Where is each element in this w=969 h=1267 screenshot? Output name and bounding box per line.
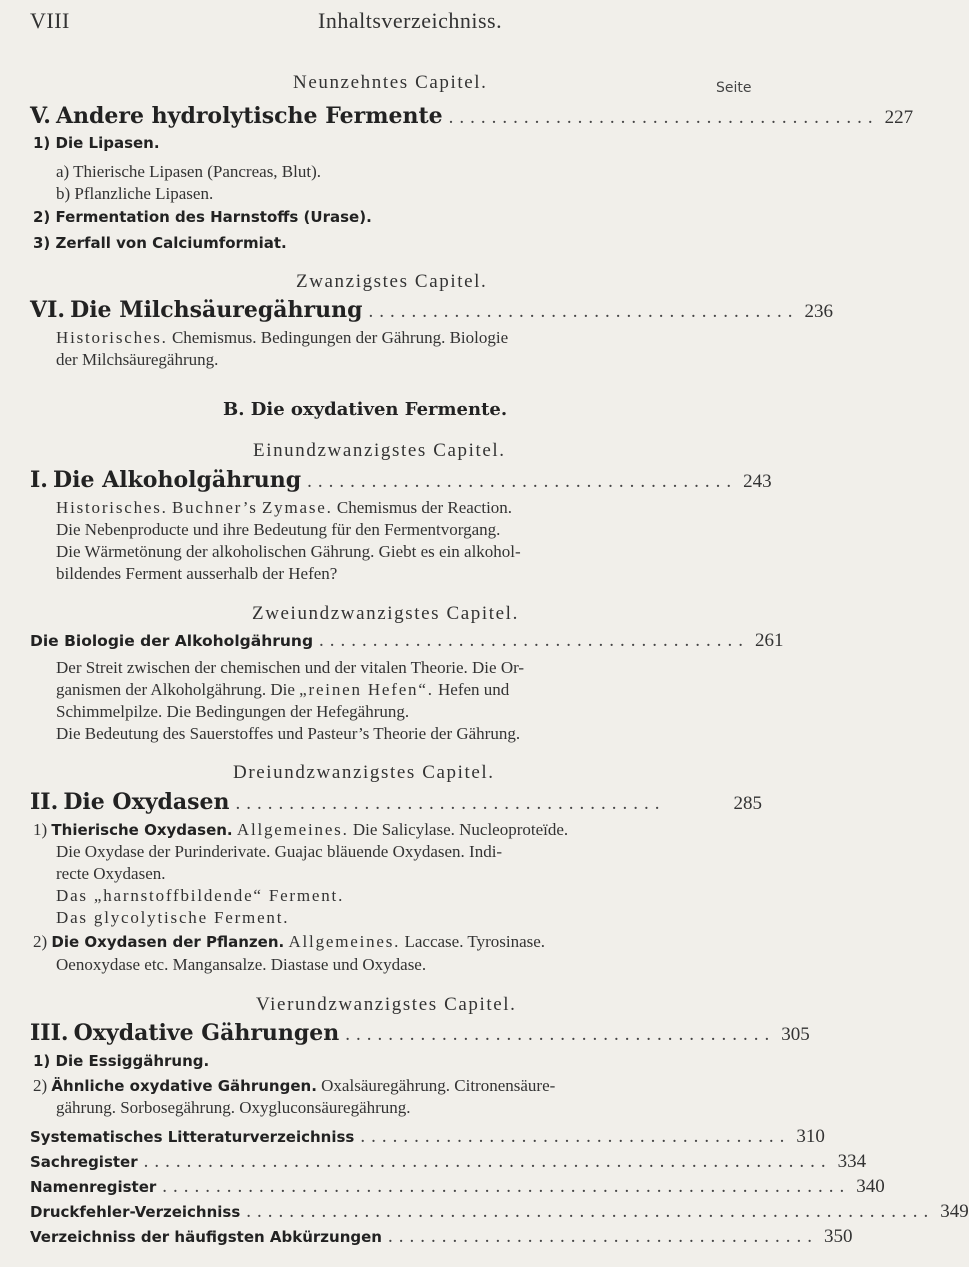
desc-line: recte Oxydasen. xyxy=(56,864,166,883)
page-ref: 349 xyxy=(940,1201,969,1222)
toc-entry-back-matter xyxy=(30,1126,825,1148)
desc-line: Die Wärmetönung der alkoholischen Gährung. Giebt es ein alkohol- xyxy=(56,542,521,561)
toc-entry-oxydative-gaehrungen: III. Oxydative Gährungen ........................................ 305 xyxy=(30,1020,810,1046)
dot-leader: ........................................ xyxy=(448,107,879,128)
dot-leader: ........................................ xyxy=(368,301,799,322)
page-ref: 310 xyxy=(796,1126,825,1147)
desc-line: Das glycolytische Ferment. xyxy=(56,908,290,927)
desc-line: ganismen der Alkoholgährung. Die „reinen Hefen“. Hefen und xyxy=(56,680,510,699)
item-oxydasen-pflanzen: 2) Die Oxydasen der Pflanzen. Allgemeines. Laccase. Tyrosinase. xyxy=(33,932,546,951)
toc-entry-alkoholgaehrung: I. Die Alkoholgährung ........................................ 243 xyxy=(30,467,772,493)
page-ref: 243 xyxy=(743,471,772,492)
desc-line: Die Nebenproducte und ihre Bedeutung für den Fermentvorgang. xyxy=(56,520,501,539)
running-title: Inhaltsverzeichniss. xyxy=(318,8,503,33)
dot-leader: ........................................ xyxy=(345,1024,776,1045)
section-title: Die Milchsäuregährung xyxy=(70,297,363,323)
section-title: Oxydative Gährungen xyxy=(73,1020,340,1046)
back-title: Verzeichniss der häufigsten Abkürzungen xyxy=(30,1228,382,1246)
section-title: Andere hydrolytische Fermente xyxy=(55,103,443,129)
chapter-heading-24: Vierundzwanzigstes Capitel. xyxy=(256,994,517,1015)
page-ref: 305 xyxy=(781,1024,810,1045)
back-title: Systematisches Litteraturverzeichniss xyxy=(30,1128,355,1146)
section-title: Die Oxydasen xyxy=(63,789,230,815)
page-ref: 285 xyxy=(733,793,762,814)
toc-entry-oxydasen: II. Die Oxydasen ........................................ 285 xyxy=(30,789,762,815)
desc-line: Historisches. Buchner’s Zymase. Chemismus der Reaction. xyxy=(56,498,513,517)
dot-leader: ........................................ xyxy=(360,1126,791,1147)
desc-line: Oenoxydase etc. Mangansalze. Diastase und Oxydase. xyxy=(56,955,427,974)
chapter-heading-21: Einundzwanzigstes Capitel. xyxy=(253,440,506,461)
desc-line: Das „harnstoffbildende“ Ferment. xyxy=(56,886,345,905)
desc-line: Die Bedeutung des Sauerstoffes und Pasteur’s Theorie der Gährung. xyxy=(56,724,521,743)
dot-leader: ........................................ xyxy=(319,630,750,651)
page-ref: 236 xyxy=(804,301,833,322)
page-ref: 340 xyxy=(856,1176,885,1197)
chapter-heading-20: Zwanzigstes Capitel. xyxy=(296,271,488,292)
section-title: Die Biologie der Alkoholgährung xyxy=(30,632,314,650)
back-title: Namenregister xyxy=(30,1178,157,1196)
dot-leader: ................................................................ xyxy=(162,1176,851,1197)
dot-leader: ........................................ xyxy=(388,1226,818,1247)
toc-entry-milchsaeuregaehrung: VI. Die Milchsäuregährung ........................................ 236 xyxy=(30,297,833,323)
desc-line: gährung. Sorbosegährung. Oxygluconsäuregährung. xyxy=(56,1098,411,1117)
desc-line: bildendes Ferment ausserhalb der Hefen? xyxy=(56,564,338,583)
item-aehnliche-gaehrungen: 2) Ähnliche oxydative Gährungen. Oxalsäuregährung. Citronensäure- xyxy=(33,1076,556,1095)
desc-line: der Milchsäuregährung. xyxy=(56,350,219,369)
section-title: Die Alkoholgährung xyxy=(53,467,302,493)
desc-line: Schimmelpilze. Die Bedingungen der Hefegährung. xyxy=(56,702,410,721)
page-number: VIII xyxy=(30,8,70,33)
item-thierische-lipasen: a) Thierische Lipasen (Pancreas, Blut). xyxy=(56,162,321,181)
item-essiggaehrung: 1) Die Essiggährung. xyxy=(33,1052,210,1070)
dot-leader: ................................................................ xyxy=(246,1201,935,1222)
toc-entry-back-matter xyxy=(30,1226,853,1248)
item-pflanzliche-lipasen: b) Pflanzliche Lipasen. xyxy=(56,184,214,203)
page-ref: 350 xyxy=(824,1226,853,1247)
part-heading: B. Die oxydativen Fermente. xyxy=(223,399,508,420)
chapter-heading-22: Zweiundzwanzigstes Capitel. xyxy=(252,603,519,624)
chapter-heading-23: Dreiundzwanzigstes Capitel. xyxy=(233,762,495,783)
toc-entry-andere-hydrolytische-fermente xyxy=(30,103,914,129)
dot-leader: ................................................................ xyxy=(143,1151,832,1172)
dot-leader: ........................................ xyxy=(307,471,738,492)
desc-line: Historisches. Chemismus. Bedingungen der Gährung. Biologie xyxy=(56,328,509,347)
desc-line: Die Oxydase der Purinderivate. Guajac bläuende Oxydasen. Indi- xyxy=(56,842,503,861)
item-thierische-oxydasen: 1) Thierische Oxydasen. Allgemeines. Die Salicylase. Nucleoproteïde. xyxy=(33,820,569,839)
toc-entry-back-matter xyxy=(30,1201,969,1223)
seite-label: Seite xyxy=(716,80,752,96)
item-harnstoff: 2) Fermentation des Harnstoffs (Urase). xyxy=(33,208,372,226)
page-ref: 227 xyxy=(884,107,914,128)
item-calciumformiat: 3) Zerfall von Calciumformiat. xyxy=(33,234,287,252)
toc-entry-back-matter xyxy=(30,1176,885,1198)
item-lipasen: 1) Die Lipasen. xyxy=(33,134,160,152)
chapter-heading-19: Neunzehntes Capitel. xyxy=(293,72,488,93)
toc-entry-biologie-alkoholgaehrung xyxy=(30,630,784,652)
toc-entry-back-matter xyxy=(30,1151,867,1173)
back-title: Druckfehler-Verzeichniss xyxy=(30,1203,241,1221)
page-ref: 261 xyxy=(755,630,784,651)
section-number: V. xyxy=(30,103,51,129)
page-ref: 334 xyxy=(837,1151,867,1172)
back-title: Sachregister xyxy=(30,1153,138,1171)
desc-line: Der Streit zwischen der chemischen und der vitalen Theorie. Die Or- xyxy=(56,658,525,677)
dot-leader: ........................................ xyxy=(235,793,666,814)
